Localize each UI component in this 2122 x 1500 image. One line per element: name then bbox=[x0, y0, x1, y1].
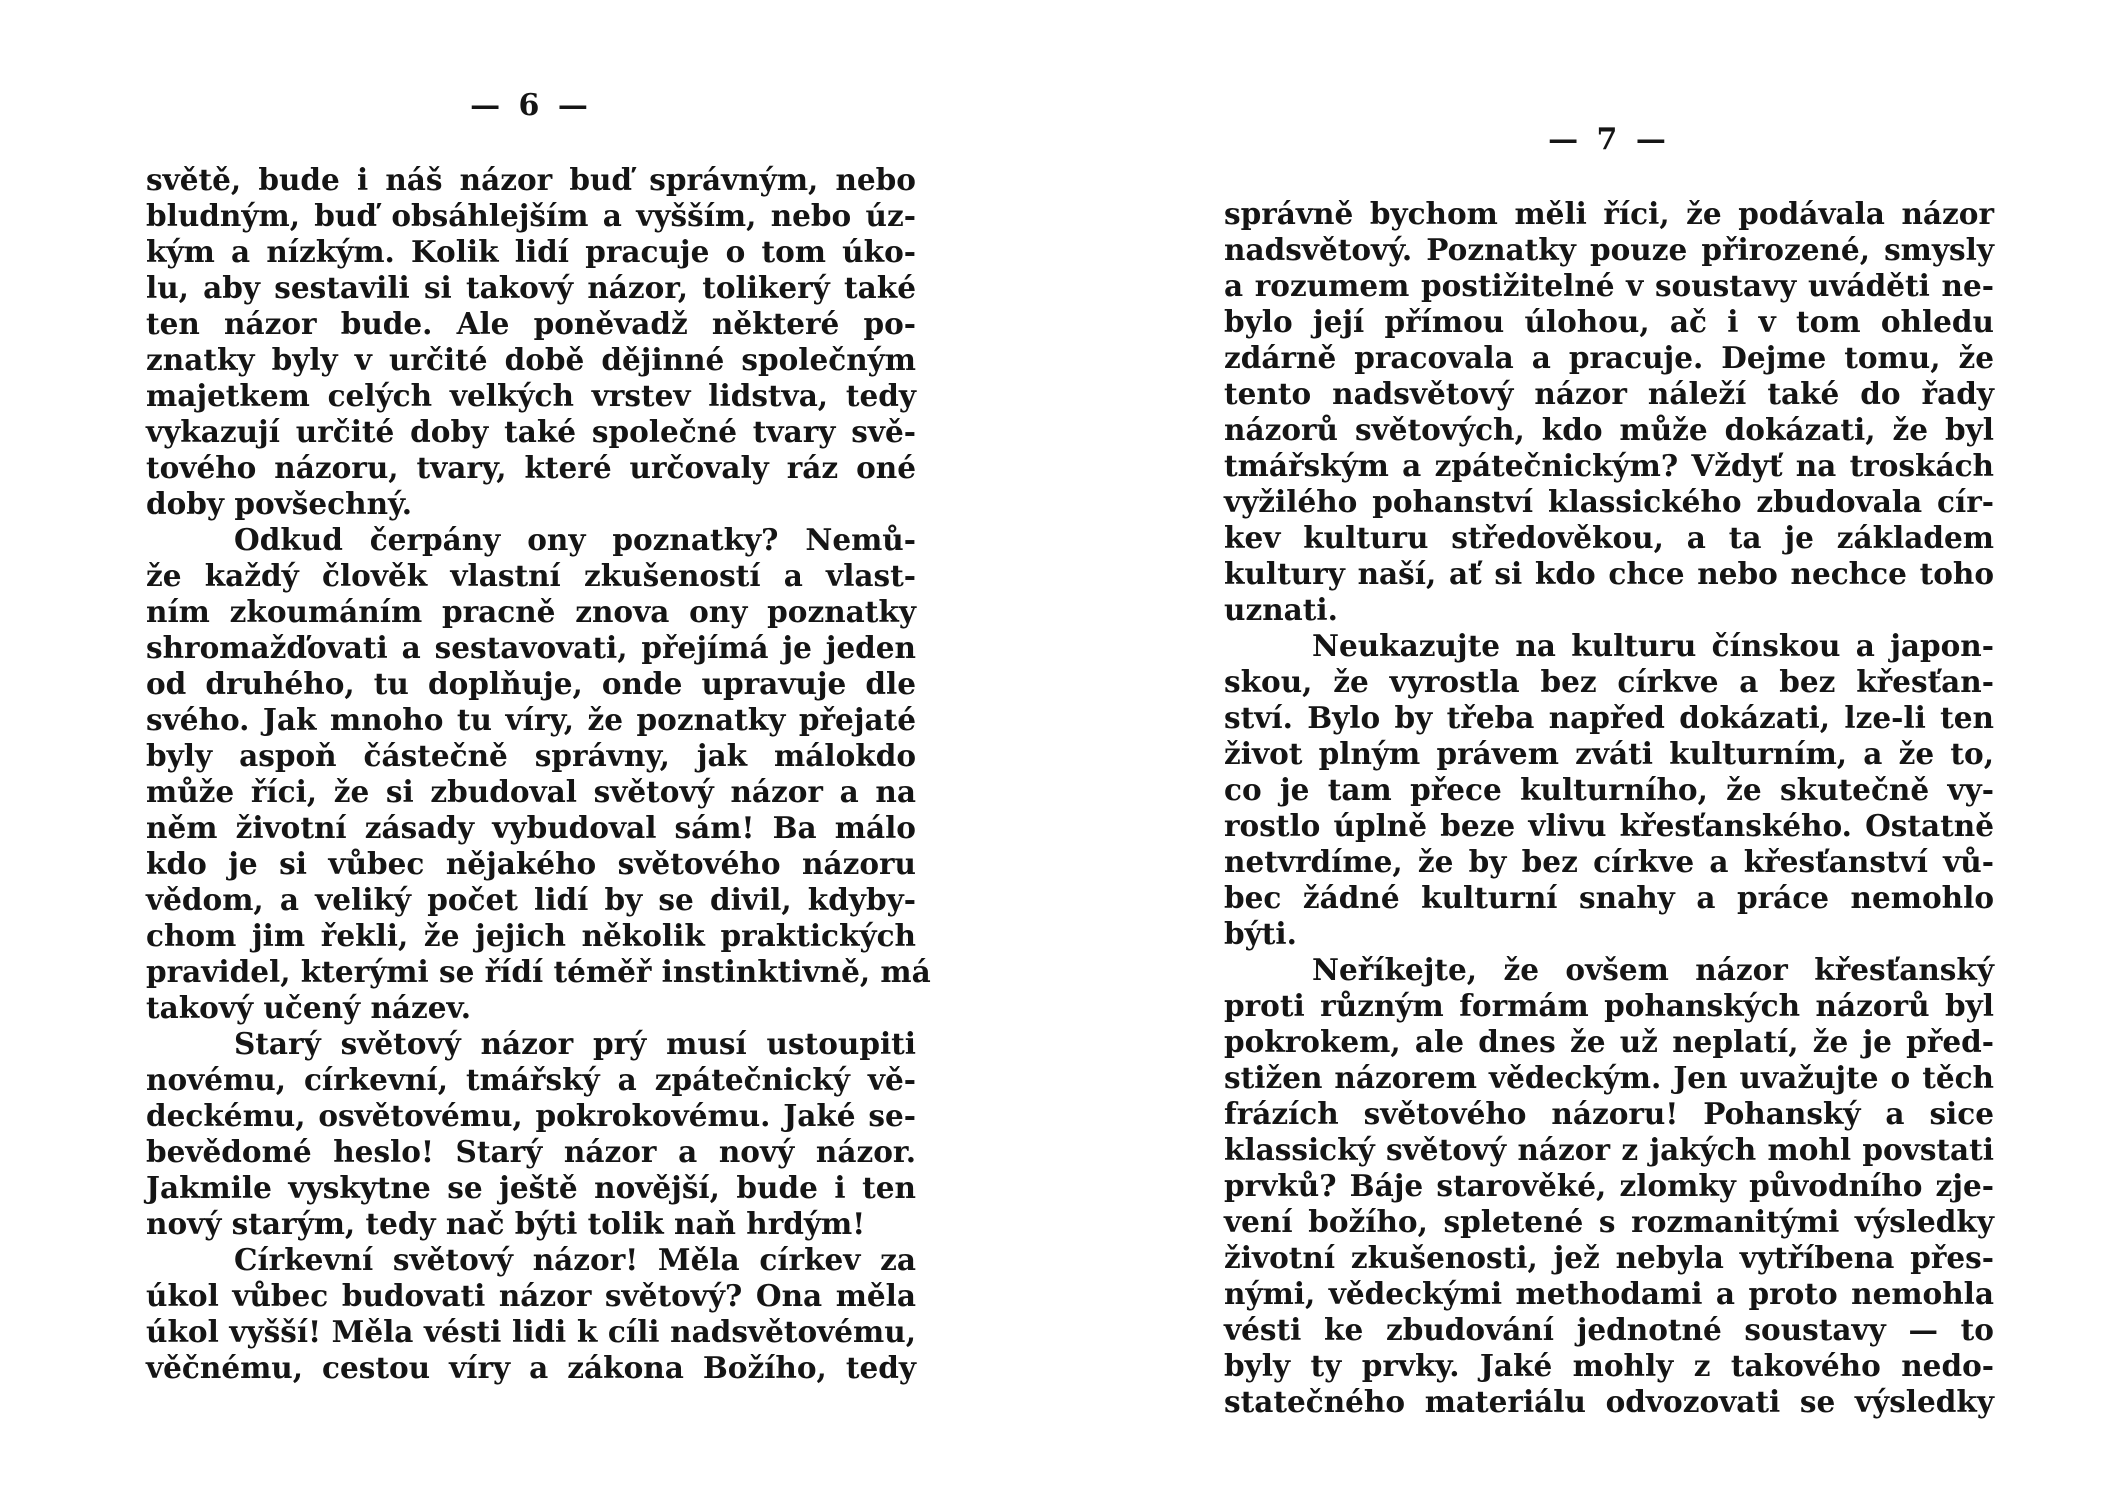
text-line: shromažďovati a sestavovati, přejímá je jeden bbox=[146, 630, 916, 665]
text-line: kev kulturu středověkou, a ta je základem bbox=[1224, 520, 1994, 555]
text-line: majetkem celých velkých vrstev lidstva, tedy bbox=[146, 378, 916, 413]
text-line: znatky byly v určité době dějinné společným bbox=[146, 342, 916, 377]
text-line: vésti ke zbudování jednotné soustavy — to bbox=[1224, 1312, 1994, 1347]
text-line: Neříkejte, že ovšem názor křesťanský bbox=[1312, 952, 1994, 987]
text-line: tmářským a zpátečnickým? Vždyť na troskách bbox=[1224, 448, 1994, 483]
text-line: chom jim řekli, že jejich několik praktických bbox=[146, 918, 916, 953]
text-line: něm životní zásady vybudoval sám! Ba málo bbox=[146, 810, 916, 845]
text-line: prvků? Báje starověké, zlomky původního zje- bbox=[1224, 1168, 1994, 1203]
text-line: tového názoru, tvary, které určovaly ráz oné bbox=[146, 450, 916, 485]
text-line: může říci, že si zbudoval světový názor a na bbox=[146, 774, 916, 809]
right-page-number: — 7 — bbox=[1548, 122, 1670, 157]
text-line: vyžilého pohanství klassického zbudovala cír- bbox=[1224, 484, 1994, 519]
text-line: lu, aby sestavili si takový názor, tolikerý také bbox=[146, 270, 916, 305]
text-line: světě, bude i náš názor buď správným, nebo bbox=[146, 162, 916, 197]
text-line: tento nadsvětový názor náleží také do řady bbox=[1224, 376, 1994, 411]
text-line: novému, církevní, tmářský a zpátečnický vě- bbox=[146, 1062, 916, 1097]
text-line: nadsvětový. Poznatky pouze přirozené, smysly bbox=[1224, 232, 1994, 267]
text-line: takový učený název. bbox=[146, 990, 471, 1025]
text-line: skou, že vyrostla bez církve a bez křesťan- bbox=[1224, 664, 1994, 699]
text-line: bevědomé heslo! Starý názor a nový názor. bbox=[146, 1134, 916, 1169]
text-line: pravidel, kterými se řídí téměř instinktivně, má bbox=[146, 954, 931, 989]
text-line: názorů světových, kdo může dokázati, že byl bbox=[1224, 412, 1994, 447]
text-line: kým a nízkým. Kolik lidí pracuje o tom úko- bbox=[146, 234, 916, 269]
text-line: pokrokem, ale dnes že už neplatí, že je před- bbox=[1224, 1024, 1994, 1059]
text-line: zdárně pracovala a pracuje. Dejme tomu, že bbox=[1224, 340, 1994, 375]
text-line: deckému, osvětovému, pokrokovému. Jaké se- bbox=[146, 1098, 916, 1133]
text-line: věčnému, cestou víry a zákona Božího, tedy bbox=[146, 1350, 916, 1385]
text-line: svého. Jak mnoho tu víry, že poznatky přejaté bbox=[146, 702, 916, 737]
text-line: nými, vědeckými methodami a proto nemohla bbox=[1224, 1276, 1994, 1311]
left-page bbox=[146, 0, 931, 1500]
text-line: býti. bbox=[1224, 916, 1297, 951]
text-line: frázích světového názoru! Pohanský a sice bbox=[1224, 1096, 1994, 1131]
text-line: a rozumem postižitelné v soustavy uváděti ne- bbox=[1224, 268, 1994, 303]
text-line: Jakmile vyskytne se ještě novější, bude i ten bbox=[146, 1170, 916, 1205]
left-page-number: — 6 — bbox=[470, 88, 592, 123]
text-line: správně bychom měli říci, že podávala názor bbox=[1224, 196, 1994, 231]
text-line: klassický světový názor z jakých mohl povstati bbox=[1224, 1132, 1994, 1167]
text-line: Odkud čerpány ony poznatky? Nemů- bbox=[234, 522, 916, 557]
text-line: ten názor bude. Ale poněvadž některé po- bbox=[146, 306, 916, 341]
text-line: vení božího, spletené s rozmanitými výsledky bbox=[1224, 1204, 1994, 1239]
text-line: Církevní světový názor! Měla církev za bbox=[234, 1242, 916, 1277]
text-line: proti různým formám pohanských názorů byl bbox=[1224, 988, 1994, 1023]
text-line: stižen názorem vědeckým. Jen uvažujte o těch bbox=[1224, 1060, 1994, 1095]
text-line: bludným, buď obsáhlejším a vyšším, nebo úz- bbox=[146, 198, 916, 233]
text-line: netvrdíme, že by bez církve a křesťanství vů- bbox=[1224, 844, 1994, 879]
text-line: život plným právem zváti kulturním, a že to, bbox=[1224, 736, 1994, 771]
text-line: Starý světový názor prý musí ustoupiti bbox=[234, 1026, 916, 1061]
text-line: uznati. bbox=[1224, 592, 1338, 627]
text-line: vykazují určité doby také společné tvary svě- bbox=[146, 414, 916, 449]
text-line: bec žádné kulturní snahy a práce nemohlo bbox=[1224, 880, 1994, 915]
text-line: rostlo úplně beze vlivu křesťanského. Ostatně bbox=[1224, 808, 1994, 843]
text-line: ním zkoumáním pracně znova ony poznatky bbox=[146, 594, 916, 629]
text-line: kdo je si vůbec nějakého světového názoru bbox=[146, 846, 916, 881]
text-line: doby povšechný. bbox=[146, 486, 413, 521]
text-line: byly ty prvky. Jaké mohly z takového nedo- bbox=[1224, 1348, 1994, 1383]
right-page-text bbox=[1224, 196, 1994, 1420]
text-line: statečného materiálu odvozovati se výsledky bbox=[1224, 1384, 1994, 1419]
text-line: úkol vyšší! Měla vésti lidi k cíli nadsvětovému, bbox=[146, 1314, 916, 1349]
text-line: nový starým, tedy nač býti tolik naň hrdým! bbox=[146, 1206, 866, 1241]
text-line: že každý člověk vlastní zkušeností a vlast- bbox=[146, 558, 916, 593]
text-line: co je tam přece kulturního, že skutečně vy- bbox=[1224, 772, 1994, 807]
right-page bbox=[1224, 0, 1994, 1500]
text-line: ství. Bylo by třeba napřed dokázati, lze-li ten bbox=[1224, 700, 1994, 735]
text-line: bylo její přímou úlohou, ač i v tom ohledu bbox=[1224, 304, 1994, 339]
text-line: Neukazujte na kulturu čínskou a japon- bbox=[1312, 628, 1994, 663]
text-line: životní zkušenosti, jež nebyla vytříbena přes- bbox=[1224, 1240, 1994, 1275]
text-line: úkol vůbec budovati názor světový? Ona měla bbox=[146, 1278, 916, 1313]
left-page-text bbox=[146, 162, 931, 1386]
text-line: kultury naší, ať si kdo chce nebo nechce toho bbox=[1224, 556, 1994, 591]
text-line: vědom, a veliký počet lidí by se divil, kdyby- bbox=[146, 882, 916, 917]
text-line: byly aspoň částečně správny, jak málokdo bbox=[146, 738, 916, 773]
text-line: od druhého, tu doplňuje, onde upravuje dle bbox=[146, 666, 916, 701]
